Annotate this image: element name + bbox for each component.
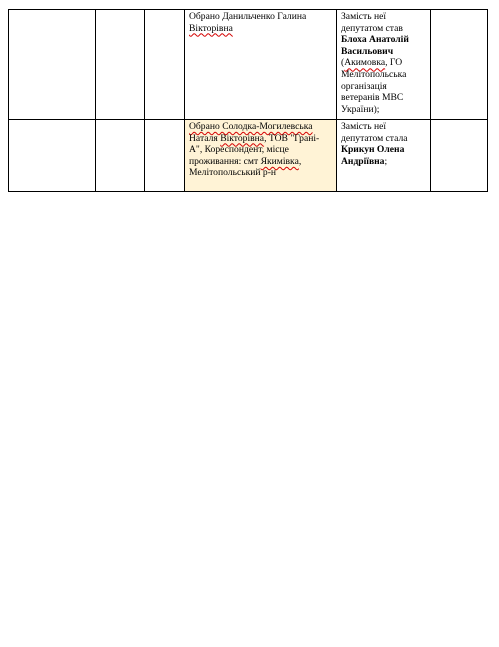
misspelled-word: Вікторівна	[220, 132, 265, 144]
table-cell-empty[interactable]	[9, 10, 96, 120]
replacement-end: ;	[384, 155, 388, 167]
deputies-table	[8, 9, 488, 192]
table-cell-empty[interactable]	[145, 10, 185, 120]
elected-district: , Мелітопольський р-н	[189, 155, 302, 179]
table-cell-empty[interactable]	[431, 10, 488, 120]
replacement-rest: , ГО Мелітопольська організація ветеранів МВС України);	[341, 57, 407, 115]
paren-open: (	[341, 57, 345, 69]
replacement-name: Крикун Олена Андріївна	[341, 144, 405, 167]
elected-first-name: Наталя	[189, 132, 221, 144]
table-row	[9, 120, 488, 192]
replacement-name: Блоха Анатолій Васильович	[341, 34, 409, 57]
replacement-intro: Замість неї депутатом стала	[341, 121, 408, 144]
table-cell-empty[interactable]	[145, 120, 185, 192]
elected-details: , ТОВ "Грані-А", Кореспондент, місце проживання: смт	[189, 132, 320, 167]
misspelled-word: Вікторівна	[189, 22, 233, 34]
table-cell-empty[interactable]	[9, 120, 96, 192]
table-cell-empty[interactable]	[96, 120, 145, 192]
elected-surname: Обрано Солодка-Могилевська	[189, 121, 313, 132]
table-cell-empty[interactable]	[96, 10, 145, 120]
replacement-intro: Замість неї депутатом став	[341, 11, 403, 34]
replacement-deputy-cell[interactable]	[337, 120, 431, 192]
table-cell-empty[interactable]	[431, 120, 488, 192]
table-row	[9, 10, 488, 120]
misspelled-word: Якимівка	[260, 155, 299, 167]
elected-deputy-cell[interactable]	[185, 10, 337, 120]
elected-deputy-cell[interactable]	[185, 120, 337, 192]
elected-text: Обрано Данильченко Галина	[189, 11, 307, 22]
replacement-deputy-cell[interactable]	[337, 10, 431, 120]
misspelled-word: Акимовка	[344, 57, 386, 69]
